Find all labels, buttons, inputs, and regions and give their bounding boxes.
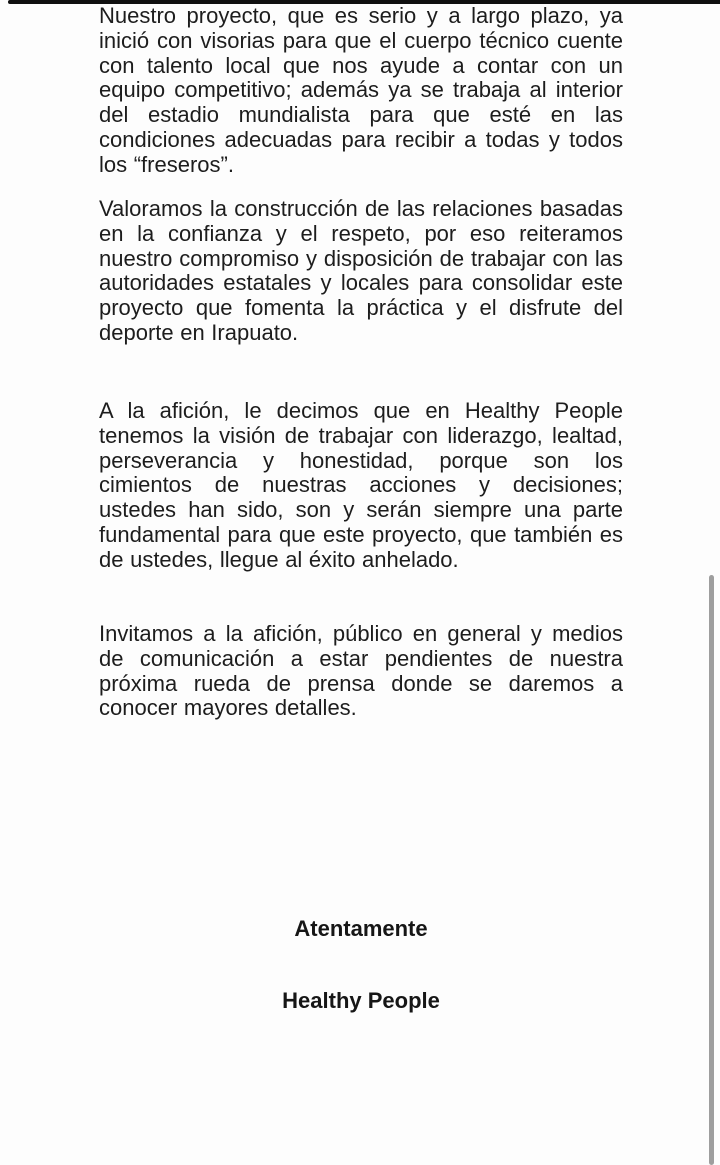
paragraph-relations: Valoramos la construcción de las relaciones basadas en la confianza y el respeto, por eso reiteramos nuestro compromiso y disposición de trabajar con las autoridades estatales y locales para consolidar este proyecto que fomenta la práctica y el disfrute del deporte en Irapuato. xyxy=(99,196,623,345)
scrollbar-thumb[interactable] xyxy=(709,575,714,1165)
signature-text: Healthy People xyxy=(282,988,440,1013)
paragraph-invitation: Invitamos a la afición, público en general y medios de comunicación a estar pendientes de nuestra próxima rueda de prensa donde se daremos a conocer mayores detalles. xyxy=(99,621,623,721)
paragraph-project: Nuestro proyecto, que es serio y a largo plazo, ya inició con visorias para que el cuerpo técnico cuente con talento local que nos ayude a contar con un equipo competitivo; además ya se trabaja al interior del estadio mundialista para que esté en las condiciones adecuadas para recibir a todas y todos los “freseros”. xyxy=(99,3,623,177)
closing-text: Atentamente xyxy=(294,916,428,941)
paragraph-fans: A la afición, le decimos que en Healthy People tenemos la visión de trabajar con liderazgo, lealtad, perseverancia y honestidad, porque son los cimientos de nuestras acciones y decisiones; ustedes han sido, son y serán siempre una parte fundamental para que este proyecto, que también es de ustedes, llegue al éxito anhelado. xyxy=(99,398,623,572)
